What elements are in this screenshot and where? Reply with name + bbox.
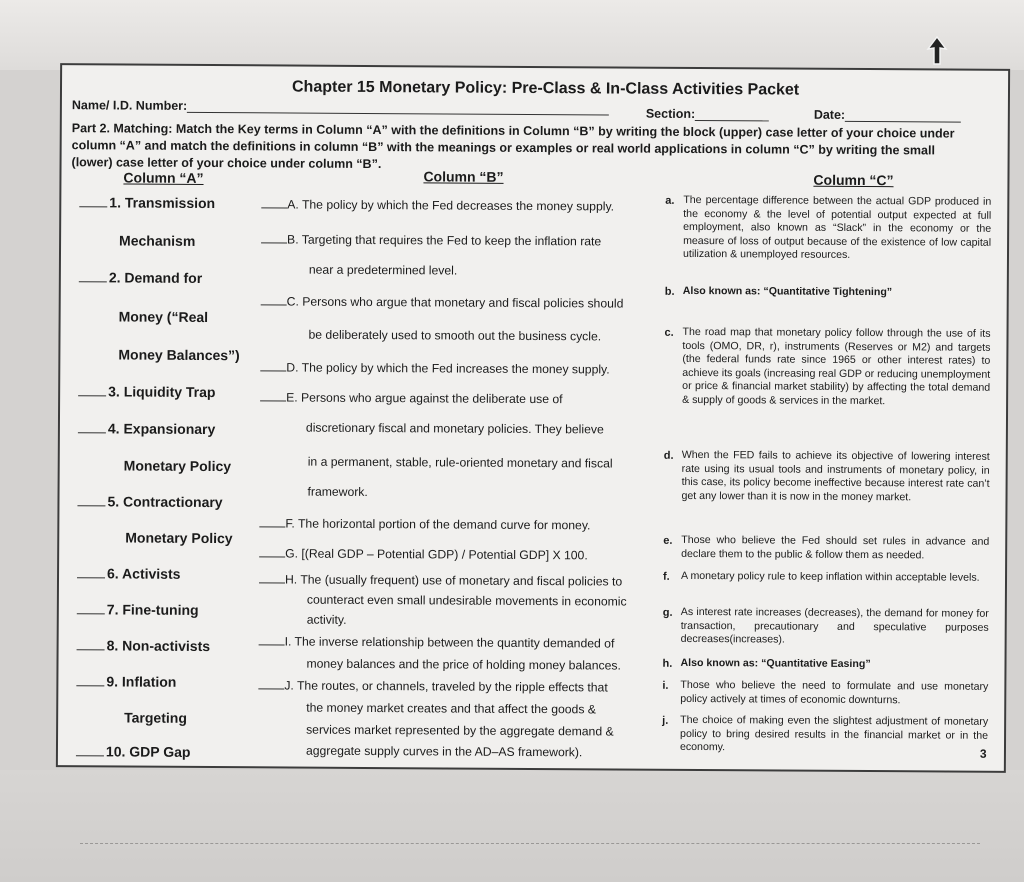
background-bottom	[0, 770, 1024, 882]
definition-e-cont-3: framework.	[307, 484, 368, 499]
meaning-g: As interest rate increases (decreases), the demand for money for transaction, precautionary and speculative purposes decreases(increases).	[680, 605, 989, 646]
term-6: 6. Activists	[77, 565, 181, 582]
meaning-d: When the FED fails to achieve its objective of lowering interest rate using its usual tools and instruments of monetary policy, in this case, its policy become ineffective because interest rate can’t get any lower than it is now in the money market.	[681, 448, 990, 504]
term-5: 5. Contractionary	[77, 493, 222, 510]
meaning-letter-h: h.	[662, 657, 673, 670]
answer-blank-9[interactable]	[76, 685, 104, 686]
answer-blank-1[interactable]	[79, 206, 107, 207]
name-label: Name/ I.D. Number:	[71, 98, 188, 113]
definition-h: H. The (usually frequent) use of monetary and fiscal policies to	[259, 572, 622, 588]
section-label: Section:	[645, 106, 696, 121]
def-blank-c[interactable]	[261, 304, 287, 305]
instructions-line-1: Part 2. Matching: Match the Key terms in Column “A” with the definitions in Column “B” by writing the block (upper) case letter of your choice under	[71, 121, 955, 141]
def-blank-h[interactable]	[259, 582, 285, 583]
definition-e: E. Persons who argue against the deliberate use of	[260, 390, 563, 406]
name-field[interactable]	[72, 98, 609, 115]
term-10: 10. GDP Gap	[76, 743, 191, 760]
definition-i-cont: money balances and the price of holding money balances.	[306, 656, 621, 673]
term-2: 2. Demand for	[79, 269, 202, 286]
term-7: 7. Fine-tuning	[77, 601, 199, 618]
def-blank-e[interactable]	[260, 400, 286, 401]
def-blank-b[interactable]	[261, 242, 287, 243]
meaning-b: Also known as: “Quantitative Tightening”	[682, 284, 893, 299]
dashed-line	[80, 843, 980, 844]
meaning-letter-j: j.	[662, 714, 669, 727]
def-blank-i[interactable]	[259, 644, 285, 645]
background-top	[0, 0, 1024, 70]
definition-i: I. The inverse relationship between the quantity demanded of	[259, 634, 615, 650]
definition-j: J. The routes, or channels, traveled by the ripple effects that	[258, 678, 607, 694]
definition-f: F. The horizontal portion of the demand curve for money.	[259, 516, 590, 532]
column-c-heading: Column “C”	[813, 171, 894, 189]
meaning-letter-a: a.	[665, 194, 675, 207]
meaning-f: A monetary policy rule to keep inflation within acceptable levels.	[681, 569, 980, 584]
meaning-c: The road map that monetary policy follow through the use of its tools (OMO, DR, r), instruments (Reserves or M2) and targets (the federal funds rate since 1965 or other interest rates) to achieve its goals (increasing real GDP or reducing unemployment or price & financial market stability) by affecting the total demand & supply of goods & services in the market.	[682, 325, 991, 408]
def-blank-g[interactable]	[259, 556, 285, 557]
answer-blank-6[interactable]	[77, 577, 105, 578]
mouse-cursor-icon	[926, 36, 948, 66]
term-5-cont: Monetary Policy	[125, 529, 233, 547]
meaning-letter-g: g.	[662, 606, 673, 619]
answer-blank-10[interactable]	[76, 755, 104, 756]
date-field[interactable]	[814, 108, 961, 123]
definition-b: B. Targeting that requires the Fed to keep the inflation rate	[261, 232, 601, 248]
meaning-letter-i: i.	[662, 679, 669, 692]
definition-d: D. The policy by which the Fed increases the money supply.	[260, 360, 609, 376]
instructions-line-2: column “A” and match the definitions in column “B” with the meanings or examples or real world applications in column “C” by writing the small	[71, 138, 935, 158]
date-label: Date:	[813, 107, 846, 122]
worksheet-page	[56, 63, 1010, 773]
section-blank[interactable]	[695, 120, 769, 121]
term-8: 8. Non-activists	[77, 637, 211, 654]
term-1-cont: Mechanism	[119, 232, 196, 249]
def-blank-a[interactable]	[261, 207, 287, 208]
answer-blank-2[interactable]	[79, 281, 107, 282]
definition-c: C. Persons who argue that monetary and fiscal policies should	[261, 294, 624, 310]
definition-e-cont-1: discretionary fiscal and monetary policies. They believe	[305, 420, 604, 437]
def-blank-d[interactable]	[260, 370, 286, 371]
definition-h-cont-2: activity.	[306, 612, 347, 627]
column-b-heading: Column “B”	[423, 168, 504, 185]
meaning-e: Those who believe the Fed should set rules in advance and declare them to the public & follow them as needed.	[681, 533, 990, 561]
term-2-cont-a: Money (“Real	[118, 308, 209, 326]
term-9: 9. Inflation	[76, 673, 176, 690]
definition-a: A. The policy by which the Fed decreases the money supply.	[261, 197, 614, 213]
term-1: 1. Transmission	[79, 194, 215, 211]
meaning-j: The choice of making even the slightest adjustment of monetary policy to bring desired results in the financial market or in the economy.	[679, 713, 989, 754]
meaning-letter-d: d.	[663, 449, 674, 462]
answer-blank-7[interactable]	[77, 613, 105, 614]
definition-h-cont-1: counteract even small undesirable movements in economic	[306, 592, 627, 609]
answer-blank-8[interactable]	[77, 649, 105, 650]
def-blank-j[interactable]	[258, 688, 284, 689]
term-4-cont: Monetary Policy	[123, 457, 232, 475]
meaning-letter-c: c.	[664, 326, 674, 339]
definition-c-cont: be deliberately used to smooth out the business cycle.	[308, 327, 602, 344]
meaning-letter-b: b.	[664, 285, 675, 298]
meaning-i: Those who believe the need to formulate and use monetary policy actively at times of economic downturns.	[680, 678, 989, 706]
answer-blank-4[interactable]	[78, 432, 106, 433]
date-blank[interactable]	[845, 121, 961, 123]
definition-b-cont: near a predetermined level.	[308, 262, 458, 278]
meaning-letter-e: e.	[663, 534, 673, 547]
term-2-cont-b: Money Balances”)	[118, 346, 240, 364]
meaning-letter-f: f.	[662, 570, 670, 583]
def-blank-f[interactable]	[259, 526, 285, 527]
definition-j-cont-3: aggregate supply curves in the AD–AS framework).	[305, 743, 583, 760]
term-9-cont: Targeting	[124, 709, 187, 726]
definition-g: G. [(Real GDP – Potential GDP) / Potential GDP] X 100.	[259, 546, 588, 562]
term-4: 4. Expansionary	[78, 420, 215, 437]
meaning-h: Also known as: “Quantitative Easing”	[680, 656, 871, 671]
answer-blank-5[interactable]	[77, 505, 105, 506]
column-a-heading: Column “A”	[123, 169, 204, 186]
page-number: 3	[979, 746, 987, 761]
definition-j-cont-2: services market represented by the aggregate demand &	[306, 722, 614, 739]
definition-j-cont-1: the money market creates and that affect the goods &	[306, 700, 597, 717]
term-3: 3. Liquidity Trap	[78, 383, 215, 400]
definition-e-cont-2: in a permanent, stable, rule-oriented monetary and fiscal	[307, 454, 613, 471]
section-field[interactable]	[646, 107, 769, 122]
name-blank[interactable]	[187, 112, 609, 116]
instructions-line-3: (lower) case letter of your choice under column “B”.	[71, 155, 382, 172]
meaning-a: The percentage difference between the actual GDP produced in the economy & the level of potential output expected at full employment, also known as “Slack” in the economy or the measure of loss of output because of the existence of low capital utilization & unemployed resources.	[682, 193, 992, 262]
page-title: Chapter 15 Monetary Policy: Pre-Class & In-Class Activities Packet	[291, 78, 800, 99]
answer-blank-3[interactable]	[78, 395, 106, 396]
